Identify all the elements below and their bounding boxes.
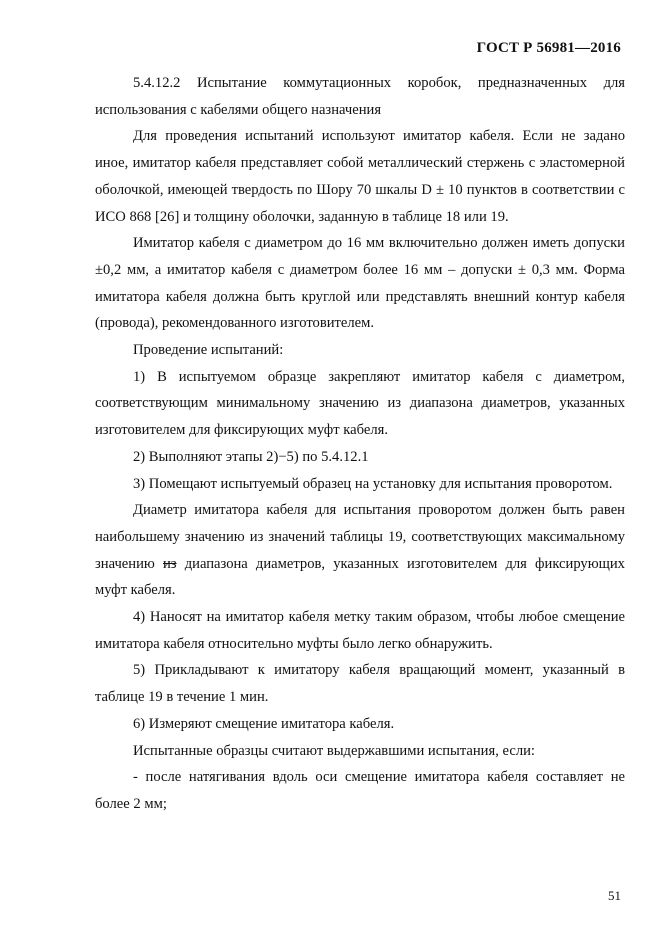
paragraph-text-before: Диаметр имитатора кабеля для испытания проворотом должен быть равен наибольшему значению из значений таблицы 19, соответствующих максимальному значению bbox=[95, 502, 625, 572]
document-body bbox=[95, 70, 625, 818]
step-3: 3) Помещают испытуемый образец на установку для испытания проворотом. bbox=[133, 475, 613, 492]
step-6: 6) Измеряют смещение имитатора кабеля. bbox=[133, 715, 395, 732]
paragraph-simulator-diameter bbox=[95, 497, 625, 604]
step-2: 2) Выполняют этапы 2)−5) по 5.4.12.1 bbox=[133, 448, 369, 465]
paragraph-tolerances: Имитатор кабеля с диаметром до 16 мм включительно должен иметь допуски ±0,2 мм, а имитатор кабеля с диаметром более 16 мм – допуски ± 0,3 мм. Форма имитатора кабеля должна быть круглой или представлять внешний контур кабеля (провода), рекомендованного изготовителем. bbox=[95, 235, 625, 332]
document-header-id: ГОСТ Р 56981—2016 bbox=[476, 40, 621, 56]
step-1: 1) В испытуемом образце закрепляют имитатор кабеля с диаметром, соответствующим минимальному значению из диапазона диаметров, указанных изготовителем для фиксирующих муфт кабеля. bbox=[95, 368, 625, 439]
paragraph-pass-criteria: Испытанные образцы считают выдержавшими испытания, если: bbox=[133, 742, 535, 759]
struck-word: из bbox=[162, 555, 177, 572]
step-5: 5) Прикладывают к имитатору кабеля вращающий момент, указанный в таблице 19 в течение 1 мин. bbox=[95, 662, 625, 706]
section-heading-5-4-12-2: 5.4.12.2 Испытание коммутационных коробок, предназначенных для использования с кабелями общего назначения bbox=[95, 75, 625, 118]
page-number: 51 bbox=[608, 888, 621, 903]
paragraph-cable-simulator: Для проведения испытаний используют имитатор кабеля. Если не задано иное, имитатор кабеля представляет собой металлический стержень с эластомерной оболочкой, имеющей твердость по Шору 70 шкалы D ± 10 пунктов в соответствии с ИСО 868 [26] и толщину оболочки, заданную в таблице 18 или 19. bbox=[95, 128, 625, 225]
step-4: 4) Наносят на имитатор кабеля метку таким образом, чтобы любое смещение имитатора кабеля относительно муфты было легко обнаружить. bbox=[95, 609, 625, 652]
paragraph-text-after: диапазона диаметров, указанных изготовителем для фиксирующих муфт кабеля. bbox=[95, 555, 625, 599]
paragraph-test-procedure-title: Проведение испытаний: bbox=[133, 342, 284, 359]
criteria-item-1: - после натягивания вдоль оси смещение имитатора кабеля составляет не более 2 мм; bbox=[95, 769, 625, 812]
